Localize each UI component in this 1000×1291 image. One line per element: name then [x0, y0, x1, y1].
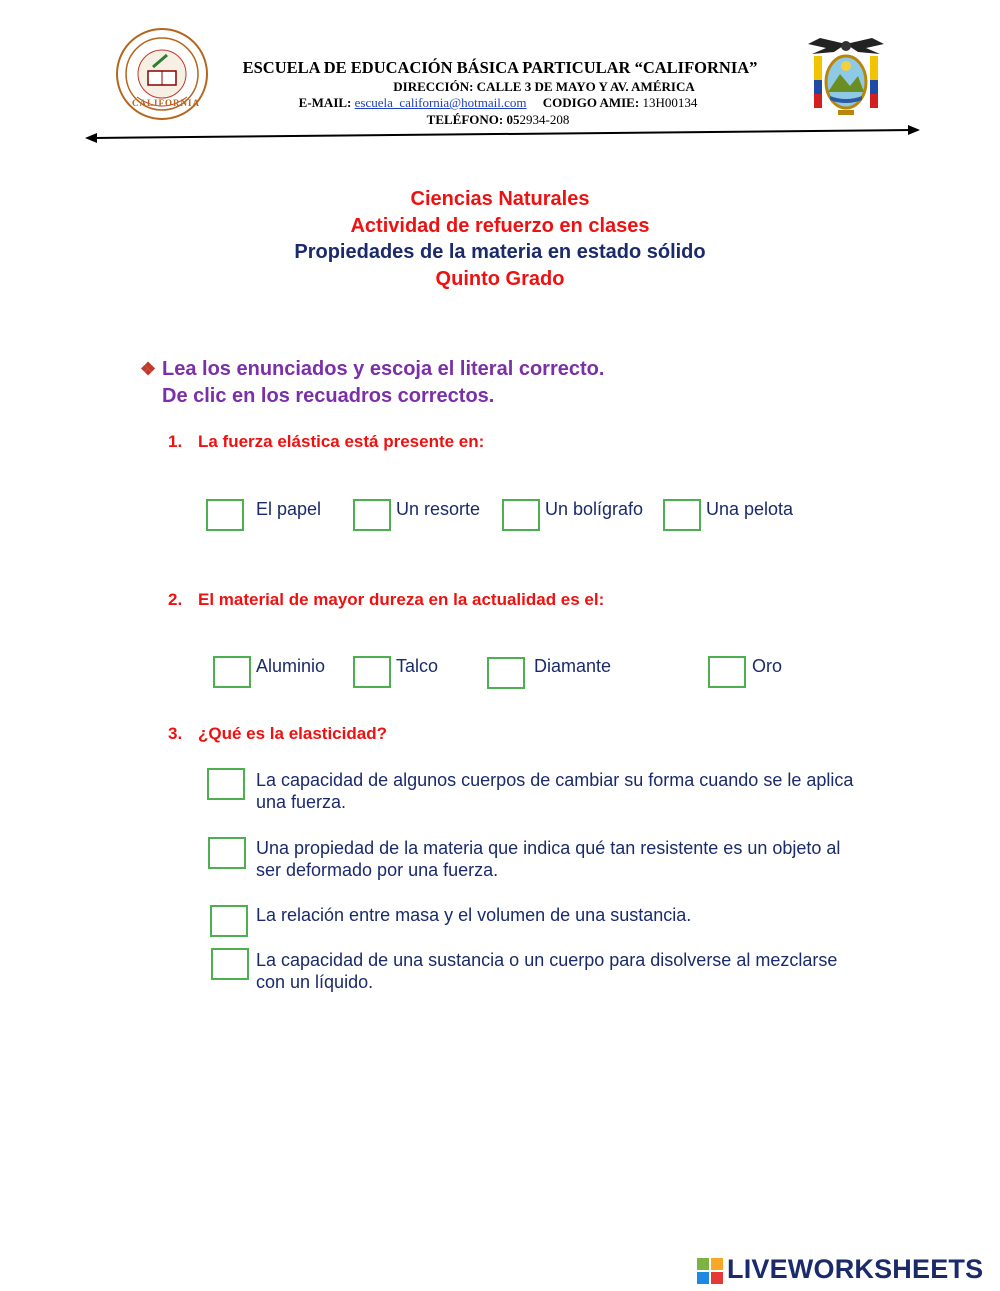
subject-title: Ciencias Naturales	[410, 188, 590, 210]
question-2-text: El material de mayor dureza en la actualidad es el:	[198, 590, 605, 609]
school-name: ESCUELA DE EDUCACIÓN BÁSICA PARTICULAR “CALIFORNIA”	[242, 58, 758, 77]
question-3-number: 3.	[168, 724, 183, 743]
instruction-line-1: Lea los enunciados y escoja el literal correcto.	[162, 358, 605, 380]
header-divider	[85, 121, 920, 147]
question-1-text: La fuerza elástica está presente en:	[198, 432, 485, 451]
phone-label: TELÉFONO:	[426, 112, 504, 127]
amie-label: CODIGO AMIE:	[542, 95, 640, 110]
q1-checkbox-1[interactable]	[206, 499, 244, 531]
topic-title: Propiedades de la materia en estado sólido	[294, 241, 706, 263]
liveworksheets-icon	[697, 1258, 723, 1284]
question-2-number: 2.	[168, 590, 183, 609]
q3-checkbox-3[interactable]	[210, 905, 248, 937]
q1-checkbox-4[interactable]	[663, 499, 701, 531]
q3-checkbox-2[interactable]	[208, 837, 246, 869]
q1-option-3: Un bolígrafo	[545, 499, 644, 519]
email-link[interactable]: escuela_california@hotmail.com	[354, 95, 527, 110]
email-line	[198, 95, 798, 111]
q2-checkbox-2[interactable]	[353, 656, 391, 688]
email-label: E-MAIL:	[298, 95, 352, 110]
diamond-bullet-icon: ❖	[140, 359, 157, 379]
q2-option-3: Diamante	[534, 656, 612, 676]
activity-title: Actividad de refuerzo en clases	[350, 215, 650, 237]
q1-option-1: El papel	[256, 499, 322, 519]
q1-checkbox-3[interactable]	[502, 499, 540, 531]
q2-checkbox-3[interactable]	[487, 657, 525, 689]
question-3-text: ¿Qué es la elasticidad?	[198, 724, 387, 743]
q2-checkbox-4[interactable]	[708, 656, 746, 688]
q3-option-3: La relación entre masa y el volumen de una sustancia.	[256, 905, 692, 925]
instruction-line-2: De clic en los recuadros correctos.	[162, 385, 495, 407]
phone-prefix: 05	[506, 112, 520, 127]
q3-option-1: La capacidad de algunos cuerpos de cambiar su forma cuando se le aplica una fuerza.	[256, 770, 854, 812]
phone-number: 2934-208	[519, 112, 570, 127]
amie-code: 13H00134	[642, 95, 698, 110]
logo-caption: CALIFORNIA	[132, 98, 201, 108]
q3-checkbox-4[interactable]	[211, 948, 249, 980]
ecuador-emblem-icon	[800, 30, 892, 122]
q2-option-1: Aluminio	[256, 656, 326, 676]
instructions	[140, 356, 604, 410]
q2-option-4: Oro	[752, 656, 783, 676]
question-1-number: 1.	[168, 432, 183, 451]
q1-checkbox-2[interactable]	[353, 499, 391, 531]
liveworksheets-brand: LIVEWORKSHEETS	[727, 1254, 984, 1284]
q1-option-2: Un resorte	[396, 499, 481, 519]
grade-title: Quinto Grado	[435, 268, 565, 290]
school-address: DIRECCIÓN: CALLE 3 DE MAYO Y AV. AMÉRICA	[393, 79, 695, 94]
q2-checkbox-1[interactable]	[213, 656, 251, 688]
q3-option-4: La capacidad de una sustancia o un cuerpo para disolverse al mezclarse con un líquido.	[256, 950, 838, 992]
q2-option-2: Talco	[396, 656, 439, 676]
q3-checkbox-1[interactable]	[207, 768, 245, 800]
q3-option-2: Una propiedad de la materia que indica qué tan resistente es un objeto al ser deformado por una fuerza.	[256, 838, 841, 880]
q1-option-4: Una pelota	[706, 499, 794, 519]
